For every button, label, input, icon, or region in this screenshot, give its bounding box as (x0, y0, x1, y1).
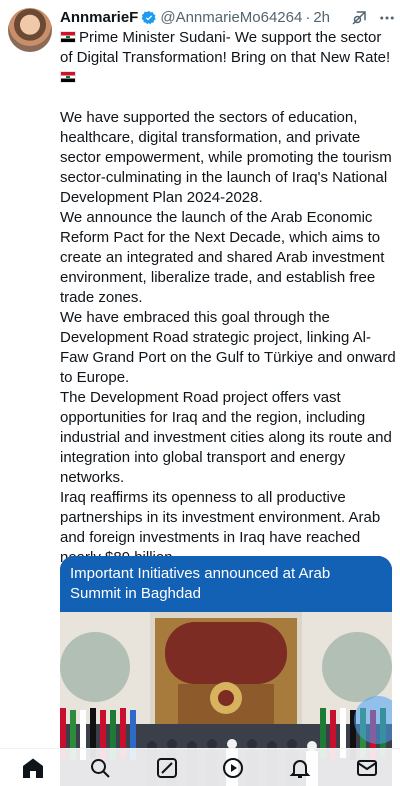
tweet-paragraph: We have embraced this goal through the Development Road strategic project, linking Al-Faw Grand Port on the Gulf to Türkiye and onward to Europe. (60, 309, 396, 386)
notifications-icon[interactable] (284, 752, 316, 784)
iraq-flag-icon (60, 31, 76, 43)
iraq-flag-icon (60, 71, 76, 83)
tweet-paragraph: We announce the launch of the Arab Economic Reform Pact for the Next Decade, which aims to create an integrated and shared Arab investment environment, liberalize trade, and establish free trade zones. (60, 209, 385, 306)
grok-icon[interactable] (151, 752, 183, 784)
messages-icon[interactable] (351, 752, 383, 784)
play-icon[interactable] (217, 752, 249, 784)
more-icon[interactable] (378, 9, 396, 27)
media-banner: Important Initiatives announced at Arab Summit in Baghdad (60, 556, 392, 612)
search-icon[interactable] (84, 752, 116, 784)
tweet-paragraph: The Development Road project offers vast opportunities for Iraq and the region, including industrial and investment cities along its route and integration into global transport and energy networks. (60, 389, 392, 486)
tweet-paragraph: We have supported the sectors of education, healthcare, digital transformation, and private sector empowerment, while promoting the tourism sector-culminating in the launch of Iraq's National Development Plan 2024-2028. (60, 109, 392, 206)
tweet-lead-text: Prime Minister Sudani- We support the sector of Digital Transformation! Bring on that New Rate! (60, 29, 391, 66)
tweet-text (60, 28, 396, 568)
author-display-name[interactable]: AnnmarieF (60, 9, 139, 26)
grok-icon[interactable] (350, 9, 368, 27)
tweet-header (60, 8, 396, 28)
tweet-lead (60, 28, 396, 88)
author-handle[interactable]: @AnnmarieMo64264 (160, 9, 303, 26)
timestamp[interactable]: 2h (313, 9, 331, 26)
separator-dot: · (305, 9, 311, 26)
avatar[interactable] (8, 8, 52, 52)
bottom-nav (0, 748, 400, 786)
tweet-paragraph: Iraq reaffirms its openness to all productive partnerships in its investment environment. Arab and foreign investments in Iraq have reached (60, 489, 381, 546)
verified-badge-icon (141, 10, 157, 26)
home-icon[interactable] (17, 752, 49, 784)
